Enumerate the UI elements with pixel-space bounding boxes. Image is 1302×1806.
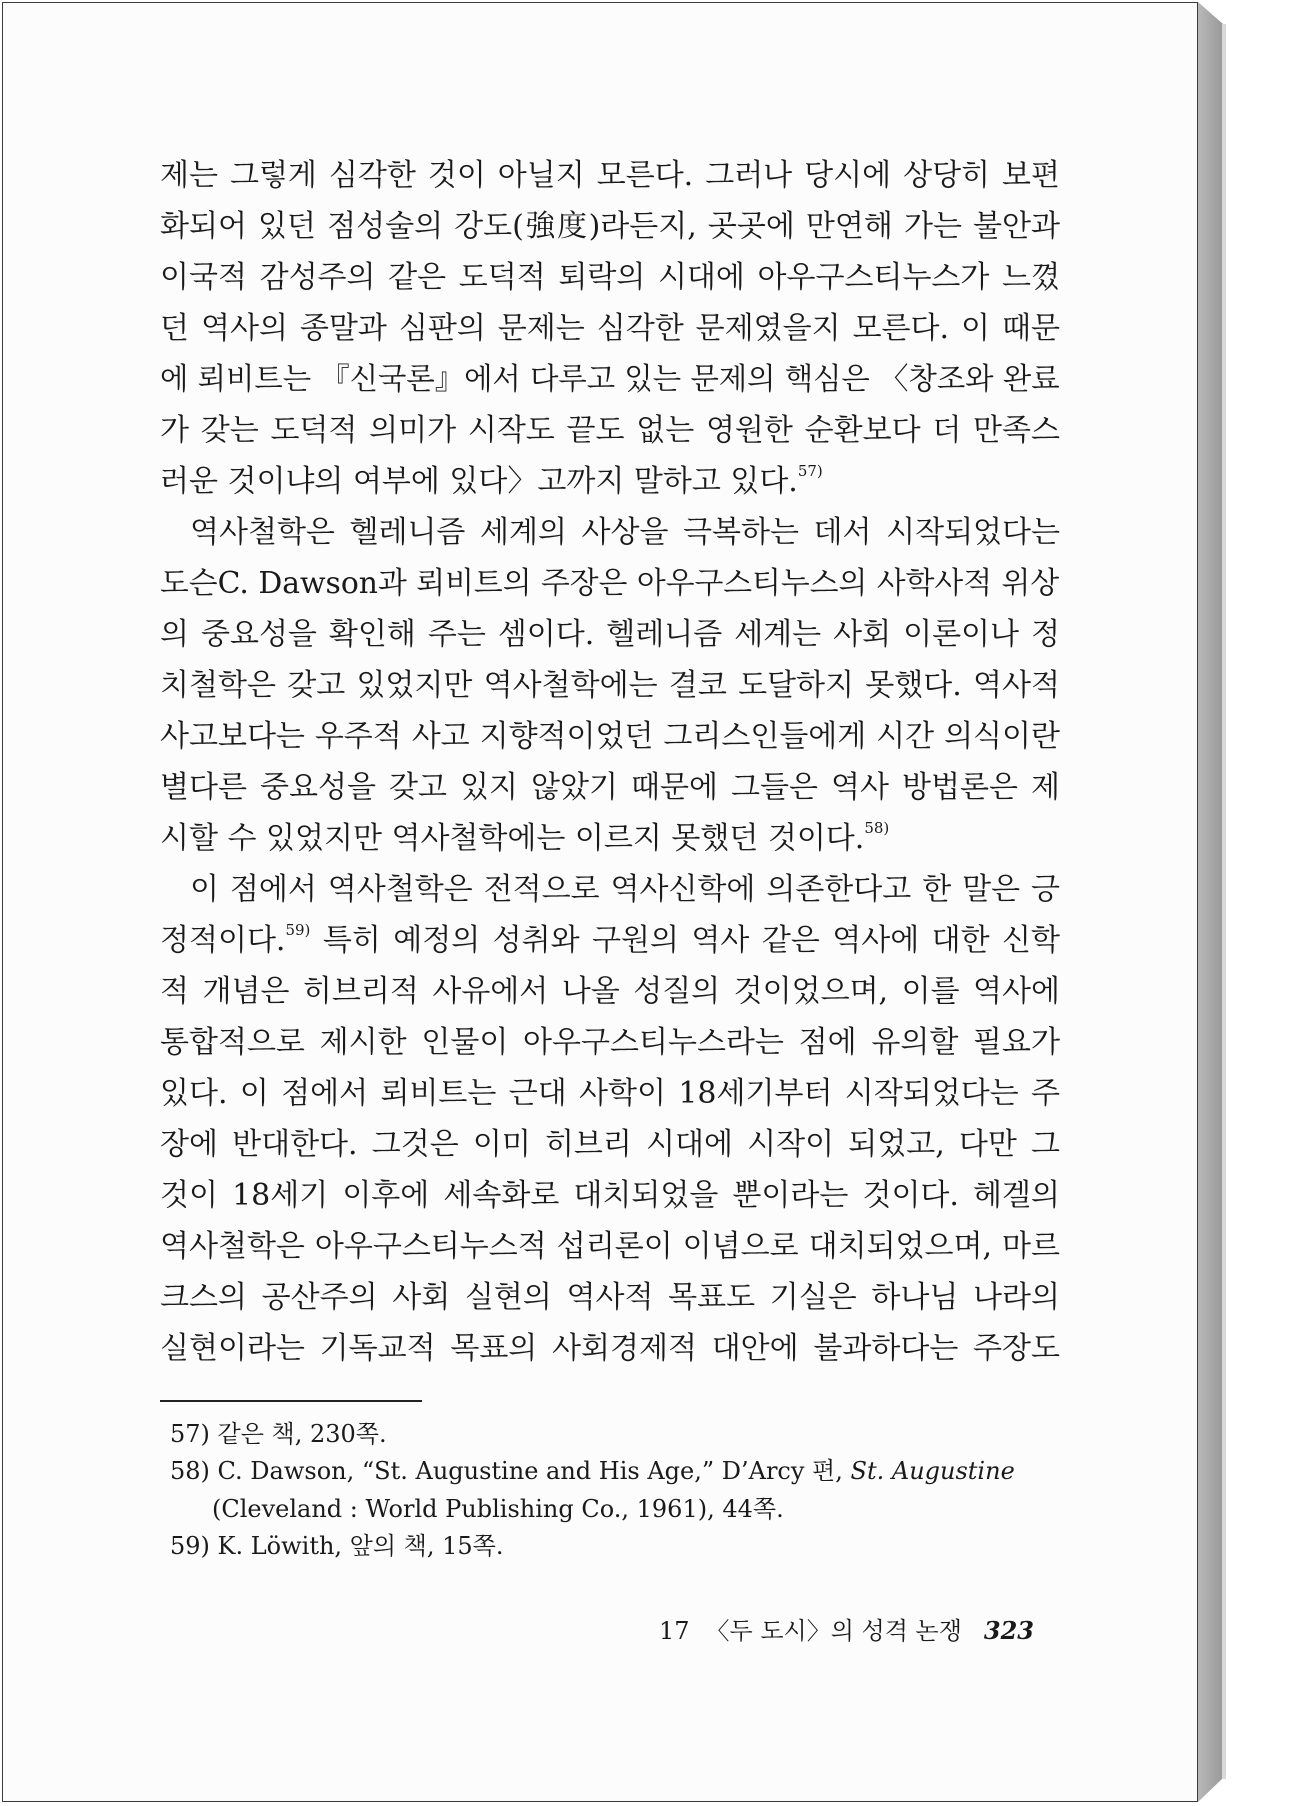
text-line: 가 갖는 도덕적 의미가 시작도 끝도 없는 영원한 순환보다 더 만족스 <box>160 413 1060 448</box>
text-line: 크스의 공산주의 사회 실현의 역사적 목표도 기실은 하나님 나라의 <box>160 1280 1060 1315</box>
footnote-59 <box>170 1527 1070 1565</box>
text-line-rest: 특히 예정의 성취와 구원의 역사 같은 역사에 대한 신학 <box>310 923 1060 958</box>
text-line: 제는 그렇게 심각한 것이 아닐지 모른다. 그러나 당시에 상당히 보편 <box>160 158 1060 193</box>
text-line-start: 정적이다. <box>160 923 286 958</box>
text-line: 별다른 중요성을 갖고 있지 않았기 때문에 그들은 역사 방법론은 제 <box>160 770 1060 805</box>
paragraph-3 <box>160 864 1060 1374</box>
chapter-title: 〈두 도시〉의 성격 논쟁 <box>705 1617 962 1645</box>
text-line: 이 점에서 역사철학은 전적으로 역사신학에 의존한다고 한 말은 긍 <box>190 872 1060 907</box>
text-line: 적 개념은 히브리적 사유에서 나올 성질의 것이었으며, 이를 역사에 <box>160 974 1060 1009</box>
footnote-57 <box>170 1415 1070 1453</box>
text-line: 의 중요성을 확인해 주는 셈이다. 헬레니즘 세계는 사회 이론이나 정 <box>160 617 1060 652</box>
text-line <box>160 915 1060 966</box>
text-line: 도슨C. Dawson과 뢰비트의 주장은 아우구스티누스의 사학사적 위상 <box>160 566 1060 601</box>
page-edge-shadow <box>1222 24 1226 1779</box>
footnote-text: 58) C. Dawson, “St. Augustine and His Age,” D’Arcy 편, <box>170 1457 851 1485</box>
footnote-58 <box>170 1452 1070 1528</box>
paragraph-1 <box>160 150 1060 507</box>
text-line-last <box>160 456 1060 507</box>
text-line: 장에 반대한다. 그것은 이미 히브리 시대에 시작이 되었고, 다만 그 <box>160 1127 1060 1162</box>
text-line: 역사철학은 헬레니즘 세계의 사상을 극복하는 데서 시작되었다는 <box>190 515 1060 550</box>
book-title: St. Augustine <box>850 1457 1015 1485</box>
text-line: 것이 18세기 이후에 세속화로 대치되었을 뿐이라는 것이다. 헤겔의 <box>160 1178 1060 1213</box>
paragraph-2 <box>160 507 1060 864</box>
text-line-content: 시할 수 있었지만 역사철학에는 이르지 못했던 것이다. <box>160 821 865 856</box>
text-line: 이국적 감성주의 같은 도덕적 퇴락의 시대에 아우구스티누스가 느꼈 <box>160 260 1060 295</box>
text-line: 던 역사의 종말과 심판의 문제는 심각한 문제였을지 모른다. 이 때문 <box>160 311 1060 346</box>
page-number: 323 <box>983 1616 1034 1645</box>
footnote-line <box>170 1452 1070 1490</box>
text-line: 역사철학은 아우구스티누스적 섭리론이 이념으로 대치되었으며, 마르 <box>160 1229 1060 1264</box>
footnote-divider <box>160 1400 422 1402</box>
text-line-content: 러운 것이냐의 여부에 있다〉고까지 말하고 있다. <box>160 464 798 499</box>
text-line: 화되어 있던 점성술의 강도(強度)라든지, 곳곳에 만연해 가는 불안과 <box>160 209 1060 244</box>
text-line: 치철학은 갖고 있었지만 역사철학에는 결코 도달하지 못했다. 역사적 <box>160 668 1060 703</box>
running-footer <box>659 1611 1034 1646</box>
text-line: 있다. 이 점에서 뢰비트는 근대 사학이 18세기부터 시작되었다는 주 <box>160 1076 1060 1111</box>
footnote-text: 59) K. Löwith, 앞의 책, 15쪽. <box>170 1532 504 1560</box>
text-line: 사고보다는 우주적 사고 지향적이었던 그리스인들에게 시간 의식이란 <box>160 719 1060 754</box>
footnote-ref-59: 59) <box>285 921 311 939</box>
text-line-last <box>160 813 1060 864</box>
text-line: 에 뢰비트는 『신국론』에서 다루고 있는 문제의 핵심은 〈창조와 완료 <box>160 362 1060 397</box>
footnote-text: (Cleveland : World Publishing Co., 1961), 44쪽. <box>212 1495 784 1523</box>
footnote-ref-57: 57) <box>797 462 823 480</box>
text-line: 실현이라는 기독교적 목표의 사회경제적 대안에 불과하다는 주장도 <box>160 1331 1060 1366</box>
footnote-ref-58: 58) <box>864 819 890 837</box>
text-line: 통합적으로 제시한 인물이 아우구스티누스라는 점에 유의할 필요가 <box>160 1025 1060 1060</box>
page-edge <box>1198 2 1223 1802</box>
footnote-text: 57) 같은 책, 230쪽. <box>170 1420 387 1448</box>
chapter-number: 17 <box>658 1617 690 1645</box>
